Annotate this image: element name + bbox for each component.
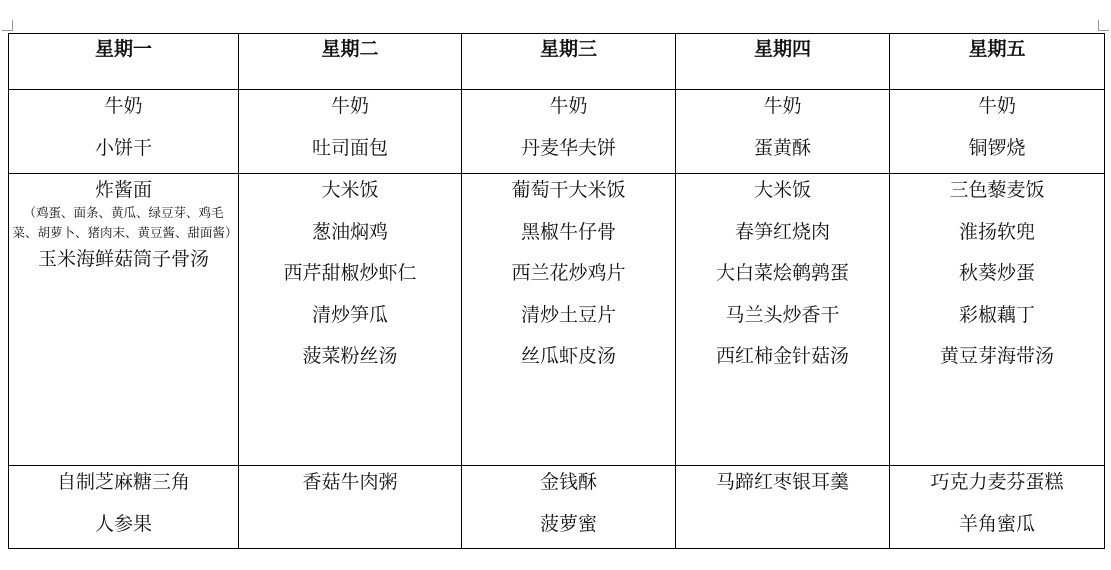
menu-item: 金钱酥 bbox=[539, 471, 597, 493]
breakfast-cell-tuesday bbox=[239, 90, 462, 174]
snack-cell-wednesday bbox=[462, 466, 676, 549]
menu-item: 清炒笋瓜 bbox=[311, 303, 388, 326]
menu-item: 黑椒牛仔骨 bbox=[520, 220, 616, 243]
menu-item: 小饼干 bbox=[94, 136, 152, 159]
menu-item: 葱油焖鸡 bbox=[311, 220, 388, 243]
menu-item: 炸酱面 bbox=[94, 179, 152, 201]
lunch-cell-monday bbox=[9, 174, 239, 466]
page-corner-marks bbox=[0, 0, 1111, 34]
right-corner-mark bbox=[1098, 20, 1109, 31]
breakfast-cell-thursday bbox=[676, 90, 890, 174]
menu-item: 香菇牛肉粥 bbox=[302, 471, 398, 493]
menu-item: 丹麦华夫饼 bbox=[520, 136, 616, 159]
menu-item: 彩椒藕丁 bbox=[958, 303, 1035, 326]
menu-item: 秋葵炒蛋 bbox=[958, 262, 1035, 285]
lunch-cell-wednesday bbox=[462, 174, 676, 466]
menu-item: 葡萄干大米饭 bbox=[511, 179, 626, 201]
day-header-monday: 星期一 bbox=[9, 34, 239, 90]
menu-item: 牛奶 bbox=[763, 95, 802, 117]
breakfast-cell-wednesday bbox=[462, 90, 676, 174]
weekly-menu-table bbox=[8, 33, 1105, 549]
snack-cell-tuesday bbox=[239, 466, 462, 549]
day-header-thursday: 星期四 bbox=[676, 34, 890, 90]
snack-cell-monday bbox=[9, 466, 239, 549]
breakfast-row bbox=[9, 90, 1105, 174]
menu-item: 牛奶 bbox=[977, 95, 1016, 117]
menu-item: 吐司面包 bbox=[311, 136, 388, 159]
lunch-cell-tuesday bbox=[239, 174, 462, 466]
menu-item: 羊角蜜瓜 bbox=[958, 512, 1035, 535]
menu-item: 牛奶 bbox=[549, 95, 588, 117]
menu-item: 牛奶 bbox=[330, 95, 369, 117]
menu-item: 菠萝蜜 bbox=[539, 512, 597, 535]
lunch-cell-friday bbox=[890, 174, 1105, 466]
menu-item: 西红柿金针菇汤 bbox=[715, 345, 849, 368]
lunch-cell-thursday bbox=[676, 174, 890, 466]
menu-item: 蛋黄酥 bbox=[753, 136, 811, 159]
menu-item: 巧克力麦芬蛋糕 bbox=[930, 471, 1064, 493]
menu-item: 马蹄红枣银耳羹 bbox=[715, 471, 849, 493]
menu-item: 西芹甜椒炒虾仁 bbox=[283, 262, 417, 285]
menu-item: 大米饭 bbox=[321, 179, 379, 201]
ingredient-note: （鸡蛋、面条、黄瓜、绿豆芽、鸡毛菜、胡萝卜、猪肉末、黄豆酱、甜面酱） bbox=[12, 204, 238, 240]
menu-item: 大米饭 bbox=[753, 179, 811, 201]
menu-item: 春笋红烧肉 bbox=[734, 220, 830, 243]
menu-item: 菠菜粉丝汤 bbox=[302, 345, 398, 368]
menu-item: 马兰头炒香干 bbox=[725, 303, 840, 326]
menu-item: 丝瓜虾皮汤 bbox=[520, 345, 616, 368]
menu-item: 三色藜麦饭 bbox=[949, 179, 1045, 201]
menu-item: 牛奶 bbox=[104, 95, 143, 117]
snack-row bbox=[9, 466, 1105, 549]
breakfast-cell-friday bbox=[890, 90, 1105, 174]
left-corner-mark bbox=[2, 20, 13, 31]
menu-item: 人参果 bbox=[94, 512, 152, 535]
breakfast-cell-monday bbox=[9, 90, 239, 174]
menu-item: 铜锣烧 bbox=[968, 136, 1026, 159]
menu-item: 自制芝麻糖三角 bbox=[56, 471, 190, 493]
menu-item: 大白菜烩鹌鹑蛋 bbox=[715, 262, 849, 285]
day-header-friday: 星期五 bbox=[890, 34, 1105, 90]
menu-item: 清炒土豆片 bbox=[520, 303, 616, 326]
snack-cell-thursday bbox=[676, 466, 890, 549]
menu-item: 玉米海鲜菇筒子骨汤 bbox=[37, 247, 209, 270]
snack-cell-friday bbox=[890, 466, 1105, 549]
day-header-row bbox=[9, 34, 1105, 90]
menu-item: 淮扬软兜 bbox=[958, 220, 1035, 243]
menu-item: 西兰花炒鸡片 bbox=[511, 262, 626, 285]
menu-item: 黄豆芽海带汤 bbox=[939, 345, 1054, 368]
day-header-tuesday: 星期二 bbox=[239, 34, 462, 90]
day-header-wednesday: 星期三 bbox=[462, 34, 676, 90]
lunch-row bbox=[9, 174, 1105, 466]
